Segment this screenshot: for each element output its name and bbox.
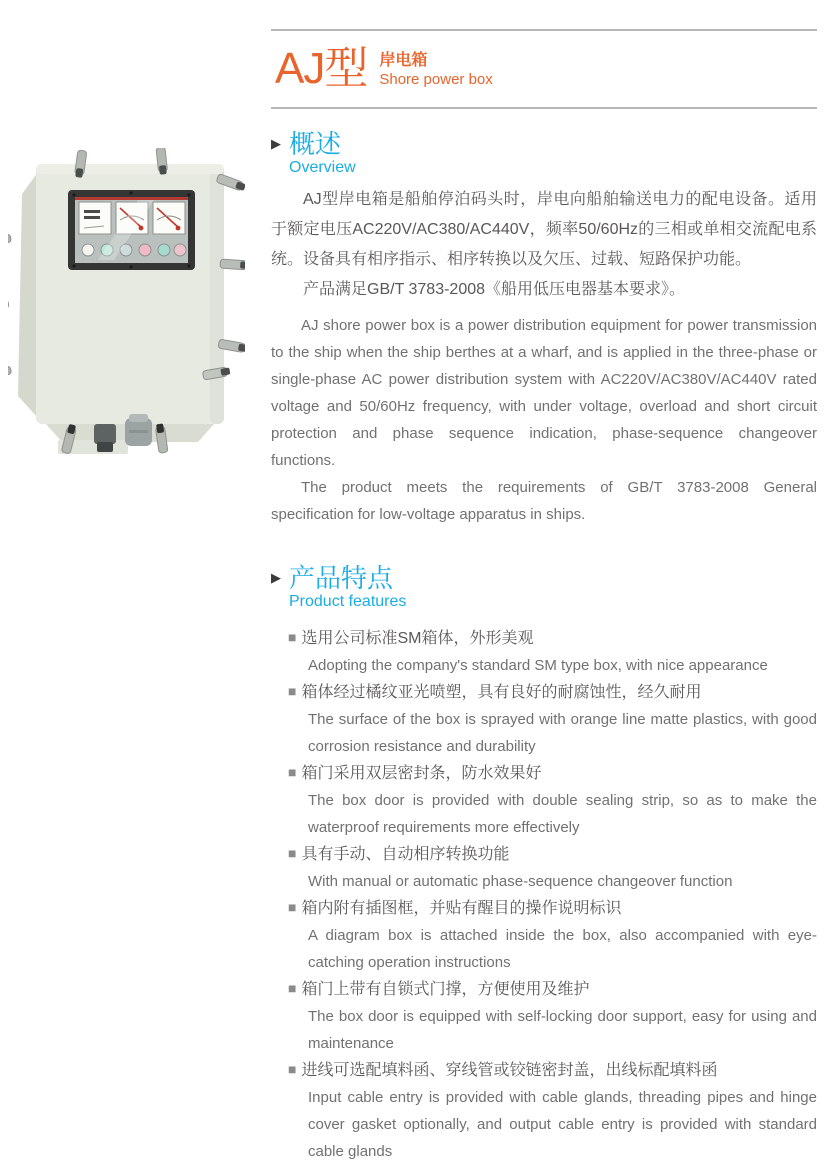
overview-section [271,130,817,528]
product-name-zh: 岸电箱 [379,52,428,69]
content-column [271,0,817,1165]
product-subtitle [379,51,492,89]
feature-en: With manual or automatic phase-sequence changeover function [308,873,733,890]
feature-item [288,976,817,1057]
box-side-panel [18,172,38,418]
bullet-square-icon: ■ [288,1061,297,1077]
bullet-square-icon: ■ [288,683,297,699]
meter-window [68,190,195,270]
overview-heading [271,130,817,178]
overview-paragraph-en-1: AJ shore power box is a power distribution equipment for power transmission to the ship when the ship berthes at a wharf, and is applied in the three-phase or single-phase AC power distribution system with AC220V/AC380V/AC440V rated voltage and 50/60Hz frequency, with under voltage, overload and short circuit protection and phase sequence indication, phase-sequence changeover functions. [271,317,817,469]
bullet-square-icon: ■ [288,629,297,645]
product-photo [8,148,245,460]
feature-item [288,679,817,760]
counter-meter [79,202,111,234]
feature-item [288,625,817,679]
latch [8,300,9,310]
feature-zh: 箱体经过橘纹亚光喷塑，具有良好的耐腐蚀性，经久耐用 [301,684,702,701]
feature-item [288,895,817,976]
bullet-square-icon: ■ [288,980,297,996]
section-arrow-icon: ▶ [271,136,281,151]
cable-gland [94,424,116,452]
analog-meter [153,202,185,234]
features-section [271,564,817,1165]
feature-en: Input cable entry is provided with cable glands, threading pipes and hinge cover gasket optionally, and output cable entry is provided with standard cable glands [308,1089,817,1160]
section-arrow-icon: ▶ [271,570,281,585]
bullet-square-icon: ■ [288,845,297,861]
feature-zh: 箱门上带有自锁式门撑，方便使用及维护 [301,981,590,998]
feature-en: The surface of the box is sprayed with orange line matte plastics, with good corrosion resistance and durability [308,711,817,755]
overview-paragraph-zh-2: 产品满足GB/T 3783-2008《船用低压电器基本要求》。 [303,281,686,298]
features-list [271,625,817,1165]
feature-item [288,760,817,841]
overview-paragraph-zh-1: AJ型岸电箱是船舶停泊码头时，岸电向船舶输送电力的配电设备。适用于额定电压AC220V/AC380/AC440V，频率50/60Hz的三相或单相交流配电系统。设备具有相序指示、相序转换以及欠压、过载、短路保护功能。 [271,191,817,268]
bullet-square-icon: ■ [288,764,297,780]
feature-zh: 箱门采用双层密封条，防水效果好 [301,765,542,782]
feature-zh: 选用公司标准SM箱体，外形美观 [301,630,534,647]
feature-en: The box door is equipped with self-locking door support, easy for using and maintenance [308,1008,817,1052]
feature-zh: 具有手动、自动相序转换功能 [301,846,510,863]
shore-power-box-illustration [8,148,245,460]
overview-title-en: Overview [289,159,356,176]
latch [220,259,245,270]
bullet-square-icon: ■ [288,899,297,915]
feature-en: Adopting the company's standard SM type box, with nice appearance [308,657,768,674]
overview-title-zh: 概述 [289,129,342,159]
latch [8,366,12,379]
feature-item [288,1057,817,1165]
product-title-block [271,29,817,109]
feature-zh: 箱内附有插图框，并贴有醒目的操作说明标识 [301,900,622,917]
product-name-en: Shore power box [379,71,493,88]
features-title-en: Product features [289,593,407,610]
product-model: AJ型 [275,44,368,93]
latch [8,234,11,246]
feature-en: A diagram box is attached inside the box, also accompanied with eye-catching operation instructions [308,927,817,971]
cable-gland [125,414,152,446]
features-title-zh: 产品特点 [289,563,394,593]
feature-en: The box door is provided with double sealing strip, so as to make the waterproof requirements more effectively [308,792,817,836]
feature-item [288,841,817,895]
feature-zh: 进线可选配填料函、穿线管或铰链密封盖，出线标配填料函 [301,1062,718,1079]
overview-paragraph-en-2: The product meets the requirements of GB/T 3783-2008 General specification for low-voltage apparatus in ships. [271,479,817,523]
features-heading [271,564,817,612]
